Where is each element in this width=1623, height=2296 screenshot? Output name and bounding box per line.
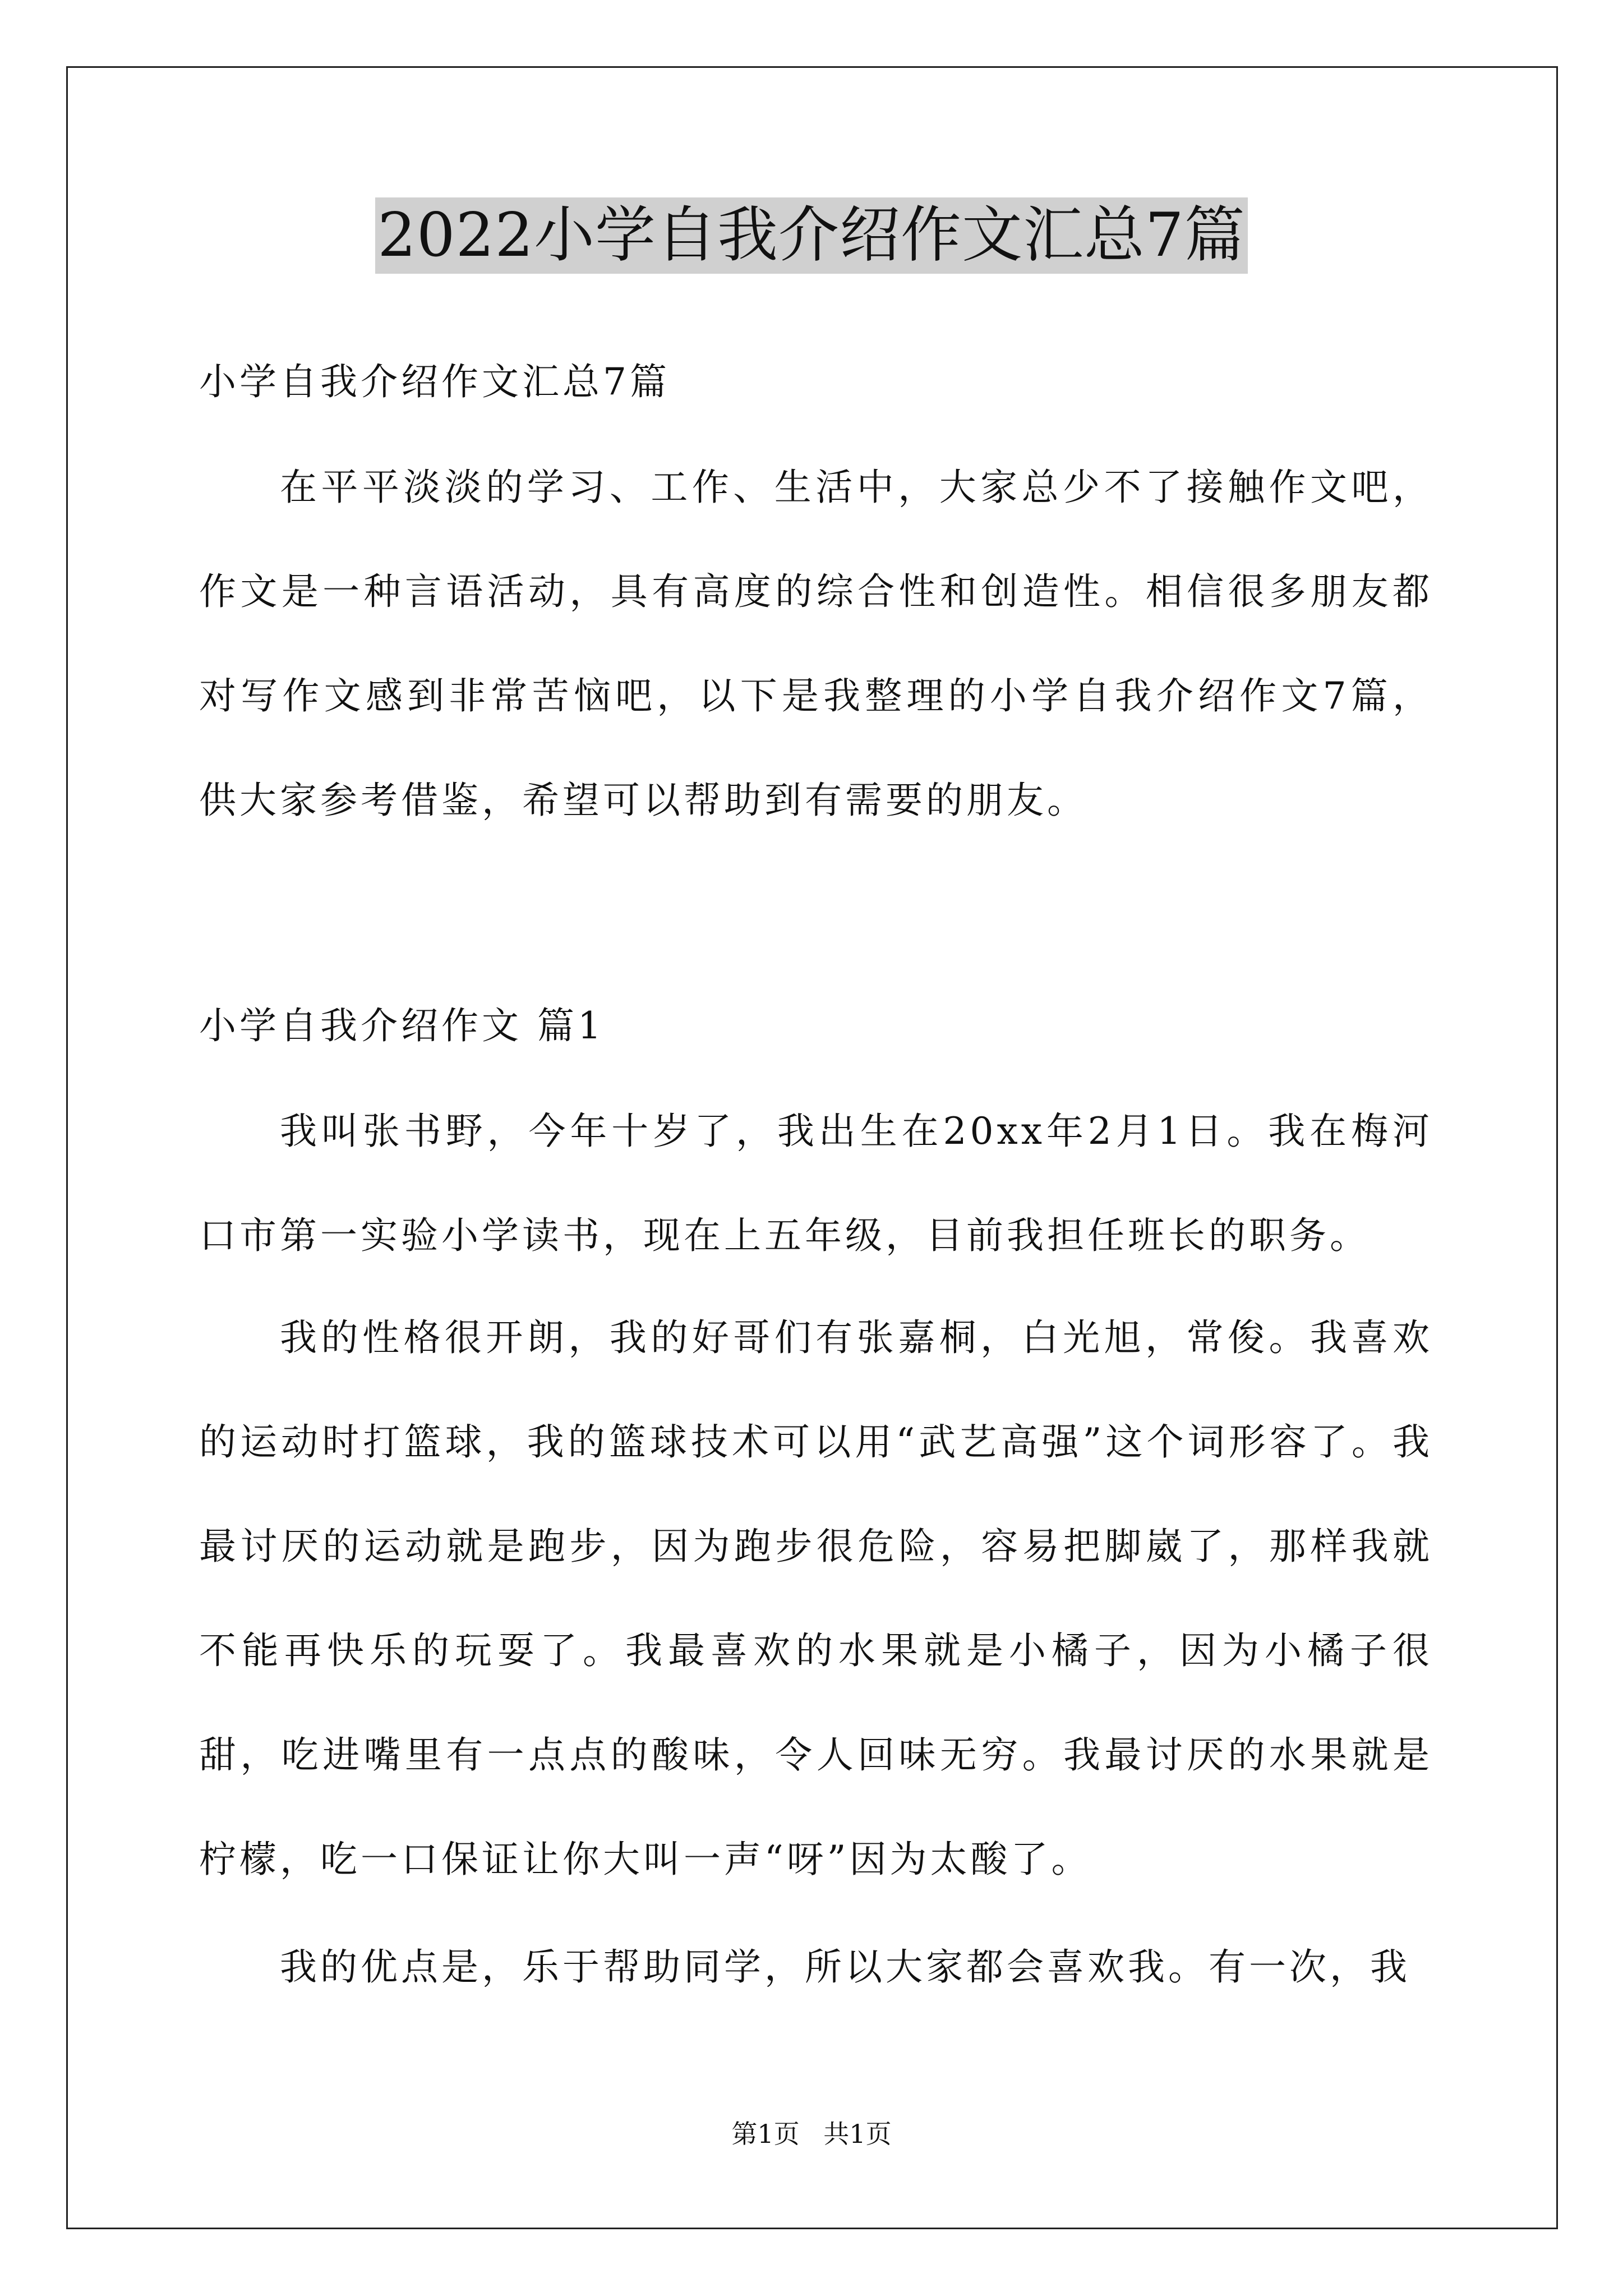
body-paragraph-2: 我的性格很开朗，我的好哥们有张嘉桐，白光旭，常俊。我喜欢的运动时打篮球，我的篮球技术可以用“武艺高强”这个词形容了。我最讨厌的运动就是跑步，因为跑步很危险，容易把脚崴了，那样我就不能再快乐的玩耍了。我最喜欢的水果就是小橘子，因为小橘子很甜，吃进嘴里有一点点的酸味，令人回味无穷。我最讨厌的水果就是柠檬，吃一口保证让你大叫一声“呀”因为太酸了。	[199, 1316, 1433, 1881]
intro-paragraph: 在平平淡淡的学习、工作、生活中，大家总少不了接触作文吧，作文是一种言语活动，具有高度的综合性和创造性。相信很多朋友都对写作文感到非常苦恼吧，以下是我整理的小学自我介绍作文7篇，供大家参考借鉴，希望可以帮助到有需要的朋友。	[199, 466, 1433, 822]
document-title: 2022小学自我介绍作文汇总7篇	[375, 197, 1248, 274]
page-footer: 第1页 共1页	[731, 2119, 892, 2149]
document-subtitle: 小学自我介绍作文汇总7篇	[199, 360, 670, 403]
body-paragraph-1: 我叫张书野，今年十岁了，我出生在20xx年2月1日。我在梅河口市第一实验小学读书，现在上五年级，目前我担任班长的职务。	[199, 1110, 1433, 1257]
body-paragraph-3: 我的优点是，乐于帮助同学，所以大家都会喜欢我。有一次，我	[280, 1945, 1410, 1989]
section-heading: 小学自我介绍作文 篇1	[199, 1004, 605, 1047]
title-container	[0, 197, 1623, 274]
